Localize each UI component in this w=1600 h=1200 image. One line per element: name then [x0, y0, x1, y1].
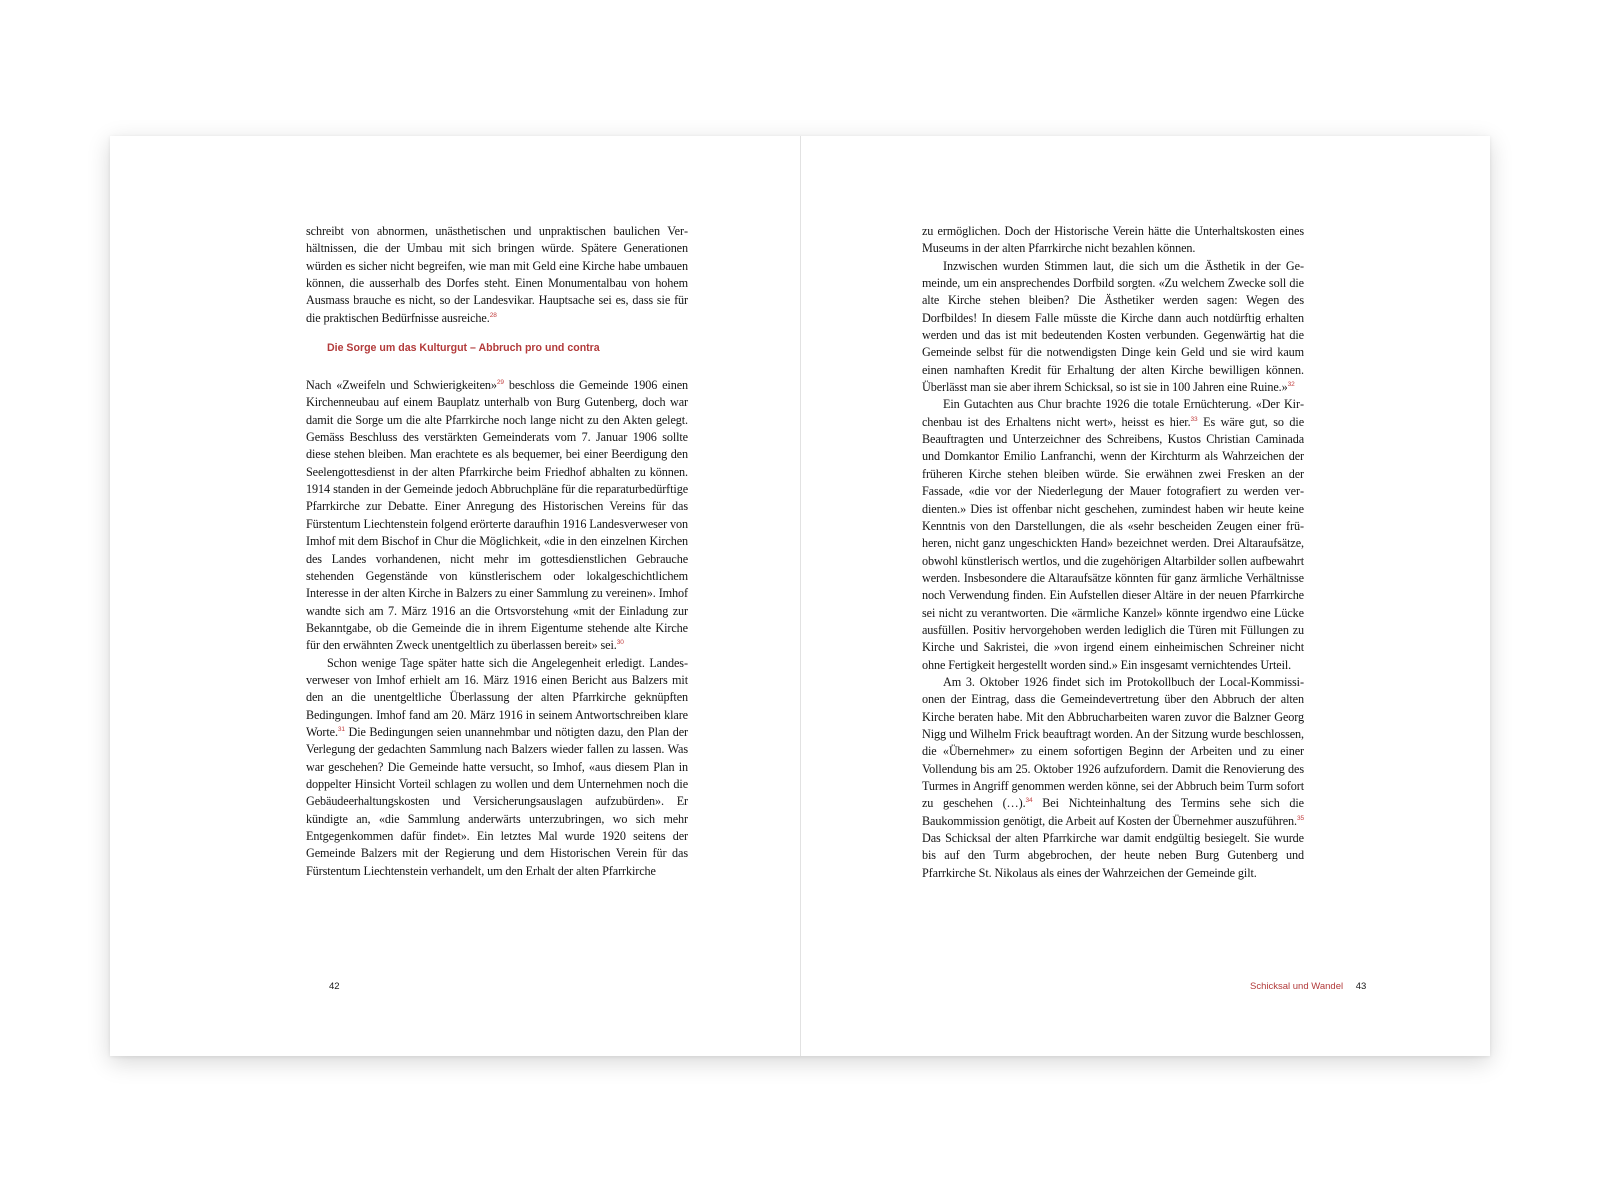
paragraph-text: Nach «Zweifeln und Schwierigkeiten»: [306, 378, 497, 393]
page-number-left: 42: [329, 981, 340, 992]
section-heading: Die Sorge um das Kulturgut – Abbruch pro und contra: [327, 342, 600, 355]
paragraph-text: Es wäre gut, so die Beauftragten und Unterzeichner des Schreibens, Kustos Christian Caminada und Domkantor Emilio Lanfranchi, wenn der Kirchturm als Wahrzeichen der früheren Kirche stehen bleiben würde. Sie erwähnen zwei Fresken an der Fassade, «die vor der Niederlegung der Mauer fotografiert zu werden verdienten.» Dies ist offenbar nicht geschehen, zumindest haben wir heute keine Kenntnis von den Darstellungen, die als «sehr bescheiden Zeugen einer früheren, nicht ganz ungeschickten Hand» bezeichnet werden. Drei Altaraufsätze, obwohl künstlerisch wertlos, und die zugehörigen Altarbilder sollen aufbewahrt werden. Insbesondere die Altaraufsätze könnten für ganz ärmliche Verhältnisse noch Verwendung finden. Ein Aufstellen dieser Altäre in der neuen Pfarrkirche sei nicht zu verantworten. Die «ärmliche Kanzel» könnte irgendwo eine Lücke ausfüllen. Positiv hervorgehoben werden lediglich die Türen mit Füllungen zu Kirche und Sakristei, die »von irgend einem einheimischen Schreiner nicht ohne Fertigkeit hergestellt worden sind.» Ein insgesamt vernichtendes Urteil.: [922, 414, 1305, 672]
paragraph-text: Ein Gutachten aus Chur brachte 1926 die totale Ernüchterung. «Der Kirchenbau ist des Erhaltens nicht wert», heisst es hier.: [922, 397, 1304, 429]
right-page: [801, 136, 1491, 1056]
right-text-block: [922, 223, 1304, 882]
body-paragraph: [922, 674, 1304, 882]
left-page: [110, 136, 800, 1056]
footnote-marker[interactable]: 28: [489, 311, 497, 319]
footnote-marker[interactable]: 29: [496, 379, 504, 387]
paragraph-text: Bei Nichteinhaltung des Termins sehe sich die Baukommission genötigt, die Arbeit auf Kosten der Übernehmer auszuführen.: [922, 796, 1304, 828]
footnote-marker[interactable]: 34: [1025, 797, 1033, 805]
footnote-marker[interactable]: 30: [616, 639, 624, 647]
running-title: Schicksal und Wandel: [1250, 981, 1344, 992]
body-paragraph: [306, 655, 688, 880]
left-text-block: [306, 223, 688, 880]
footnote-marker[interactable]: 31: [337, 725, 345, 733]
paragraph-text: Die Bedingungen seien unannehmbar und nötigten dazu, den Plan der Verlegung der gedachten Sammlung nach Balzers wieder fallen zu lassen. Was war geschehen? Die Gemeinde hatte versucht, so Imhof, «aus diesem Plan in doppelter Hinsicht Vorteil schlagen zu wollen und dem Unternehmen noch die Gebäudeerhaltungskosten und Versicherungsauslagen aufzubürden». Er kündigte an, «die Sammlung anderwärts unterzubringen, wo sich mehr Entgegenkommen dafür findet». Ein letztes Mal wurde 1920 seitens der Gemeinde Balzers mit der Regierung und dem Historischen Verein für das Fürstentum Liechtenstein verhandelt, um den Erhalt der alten Pfarrkirche: [306, 724, 688, 878]
footnote-marker[interactable]: 32: [1287, 381, 1295, 389]
paragraph-text: Schon wenige Tage später hatte sich die Angelegenheit erledigt. Landesverweser von Imhof erhielt am 16. März 1916 einen Bericht aus Balzers mit den an die unentgeltliche Überlassung der alten Pfarrkirche geknüpften Bedingungen. Imhof fand am 20. März 1916 in seinem Antwortschreiben klare Worte.: [306, 655, 688, 739]
body-paragraph: [306, 377, 688, 655]
paragraph-text: Inzwischen wurden Stimmen laut, die sich um die Ästhetik in der Gemeinde, um ein ansprechendes Dorfbild sorgten. «Zu welchem Zwecke soll die alte Kirche stehen bleiben? Die Ästhetiker werden sagen: Wegen des Dorfbildes! In diesem Falle müsste die Kirche dann auch notdürftig erhalten werden und das ist mit bedeutenden Kosten verbunden. Gegenwärtig hat die Gemeinde selbst für die notwendigsten Dinge kein Geld und sie wird kaum einen namhaften Kredit für Erhaltung der alten Kirche bewilligen können. Überlässt man sie aber ihrem Schicksal, so ist sie in 100 Jahren eine Ruine.»: [922, 258, 1304, 395]
paragraph-text: Das Schicksal der alten Pfarrkirche war damit endgültig besiegelt. Sie wurde bis auf den Turm abgebrochen, der heute neben Burg Gutenberg und Pfarrkirche St. Nikolaus als eines der Wahrzeichen der Gemeinde gilt.: [922, 831, 1304, 880]
body-paragraph: [306, 223, 688, 327]
left-page-footer: [329, 981, 340, 993]
book-spread: [110, 136, 1490, 1056]
paragraph-text: Am 3. Oktober 1926 findet sich im Protokollbuch der Local-Kommissionen der Eintrag, dass die Gemeindevertretung über den Abbruch der alten Kirche beraten habe. Mit den Abbrucharbeiten waren zuvor die Balzner Georg Nigg und Wilhelm Frick beauftragt worden. An der Sitzung wurde beschlossen, die «Übernehmer» zu einem sofortigen Beginn der Arbeiten und zu einer Vollendung bis am 25. Oktober 1926 aufzufordern. Damit die Renovierung des Turmes in Angriff genommen werden könne, sei der Abbruch beim Turm sofort zu geschehen (…).: [922, 674, 1304, 811]
footnote-marker[interactable]: 33: [1190, 415, 1198, 423]
paragraph-text: zu ermöglichen. Doch der Historische Verein hätte die Unterhaltskosten eines Museums in der alten Pfarrkirche nicht bezahlen können.: [922, 224, 1304, 256]
body-paragraph: [922, 223, 1304, 258]
footnote-marker[interactable]: 35: [1296, 814, 1304, 822]
right-page-footer: [1250, 981, 1366, 993]
body-paragraph: [922, 396, 1304, 674]
body-paragraph: [922, 258, 1304, 397]
paragraph-text: beschloss die Gemeinde 1906 einen Kirchenneubau auf einem Bauplatz unterhalb von Burg Gutenberg, doch war damit die Sorge um die alte Pfarrkirche noch lange nicht zu den Akten gelegt. Gemäss Beschluss des verstärkten Gemeinderats vom 7. Januar 1906 sollte diese stehen bleiben. Man erachtete es als bequemer, bei einer Beerdigung den Seelengottesdienst in der alten Pfarrkirche beim Friedhof abhalten zu können. 1914 standen in der Gemeinde jedoch Abbruchpläne für die reparaturbedürftige Pfarrkirche zur Debatte. Einer Anregung des Historischen Vereins für das Fürstentum Liechtenstein folgend erörterte daraufhin 1916 Landesverweser von Imhof mit dem Bischof in Chur die Möglichkeit, «die in den einzelnen Kirchen des Landes vorhandenen, nicht mehr im gottesdienstlichen Gebrauche stehenden Gegenstände von künstlerischem oder lokalgeschichtlichem Interesse in der alten Kirche in Balzers zu einer Sammlung zu vereinen». Imhof wandte sich am 7. März 1916 an die Ortsvorstehung «mit der Einladung zur Bekanntgabe, ob die Gemeinde die in ihrem Eigentume stehende alte Kirche für den erwähnten Zweck unentgeltlich zu überlassen bereit» sei.: [306, 378, 688, 653]
page-number-right: 43: [1355, 981, 1367, 992]
paragraph-text: schreibt von abnormen, unästhetischen und unpraktischen baulichen Verhältnissen, die der Umbau mit sich bringen würde. Spätere Generationen würden es sicher nicht begreifen, wie man mit Geld eine Kirche habe umbauen können, die ausserhalb des Dorfes steht. Einen Monumentalbau von hohem Ausmass brauche es nicht, so der Landesvikar. Hauptsache sei es, dass sie für die praktischen Bedürfnisse ausreiche.: [306, 224, 688, 325]
